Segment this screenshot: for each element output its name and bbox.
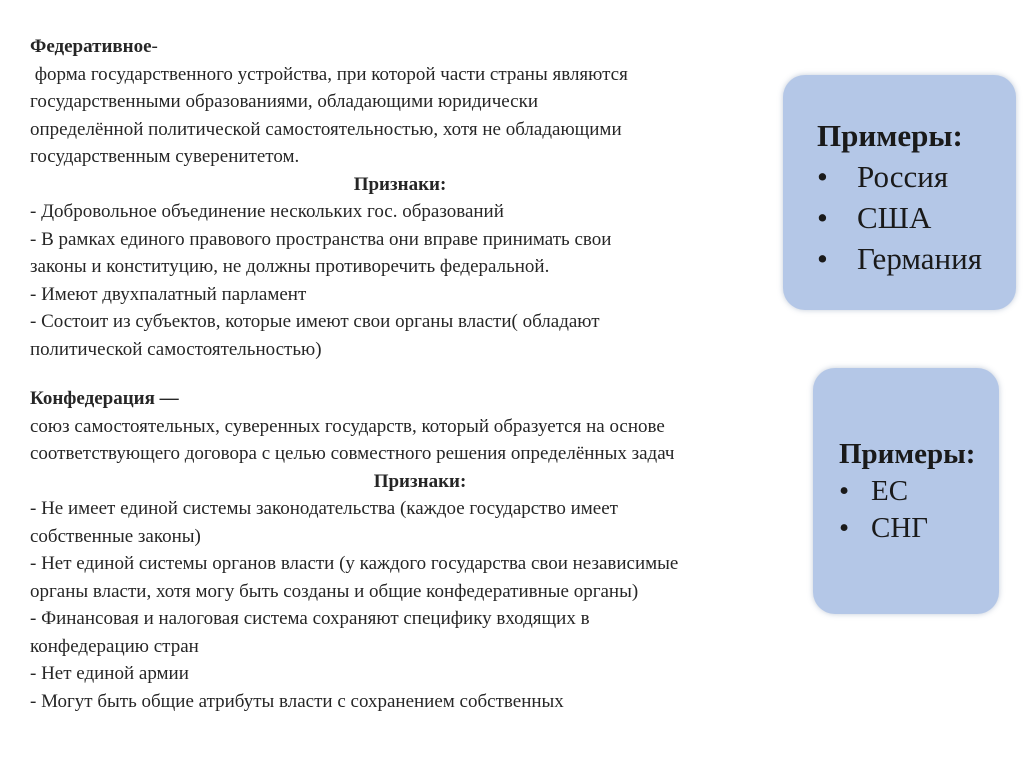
federal-sign-line: - В рамках единого правового пространства они вправе принимать свои — [30, 228, 612, 250]
federal-title: Федеративное — [30, 36, 152, 57]
confederation-examples-box — [813, 368, 999, 614]
confederation-title: Конфедерация — — [30, 388, 179, 409]
confederation-definition-line: союз самостоятельных, суверенных государств, который образуется на основе — [30, 415, 665, 437]
confederation-sign-line: - Нет единой системы органов власти (у каждого государства свои независимые — [30, 553, 679, 574]
confederation-example-item: • ЕС — [839, 473, 999, 510]
federal-sign-line: - Добровольное объединение нескольких гос. образований — [30, 201, 504, 222]
confederation-signs-heading: Признаки: — [373, 470, 467, 492]
confederation-example-item: • СНГ — [839, 510, 999, 547]
federal-title-suffix: - — [151, 36, 158, 57]
confederation-sign-line: - Не имеет единой системы законодательства (каждое государство имеет — [30, 498, 618, 519]
federal-example-item: • Россия — [817, 156, 1016, 197]
federal-definition-line: определённой политической самостоятельностью, хотя не обладающими — [30, 118, 622, 140]
federal-example-item: • Германия — [817, 238, 1016, 279]
confederation-definition-line: соответствующего договора с целью совместного решения определённых задач — [30, 443, 675, 464]
confederation-sign-line: собственные законы) — [30, 525, 201, 547]
federal-examples-box — [783, 75, 1016, 310]
federal-signs-heading: Признаки: — [353, 173, 447, 195]
confederation-text-block — [30, 385, 810, 715]
federal-sign-line: - Имеют двухпалатный парламент — [30, 283, 307, 305]
federal-sign-line: - Состоит из субъектов, которые имеют свои органы власти( обладают — [30, 311, 600, 332]
federal-definition-line: форма государственного устройства, при которой части страны являются — [30, 63, 628, 85]
confederation-sign-line: - Могут быть общие атрибуты власти с сохранением собственных — [30, 690, 564, 712]
confederation-sign-line: органы власти, хотя могу быть созданы и общие конфедеративные органы) — [30, 580, 639, 602]
confederation-sign-line: - Финансовая и налоговая система сохраняют специфику входящих в — [30, 608, 590, 629]
federal-text-block — [30, 33, 770, 363]
confederation-examples-title: Примеры: — [839, 438, 976, 470]
federal-definition-line: государственным суверенитетом. — [30, 146, 300, 167]
confederation-examples-list — [839, 473, 999, 547]
confederation-sign-line: конфедерацию стран — [30, 635, 199, 657]
federal-example-item: • США — [817, 197, 1016, 238]
confederation-sign-line: - Нет единой армии — [30, 663, 189, 684]
federal-sign-line: законы и конституцию, не должны противоречить федеральной. — [30, 256, 550, 277]
federal-definition-line: государственными образованиями, обладающими юридически — [30, 91, 538, 112]
federal-sign-line: политической самостоятельностью) — [30, 338, 322, 360]
federal-examples-title: Примеры: — [817, 118, 963, 153]
federal-examples-list — [817, 156, 1016, 279]
federal-title-line — [30, 33, 770, 61]
